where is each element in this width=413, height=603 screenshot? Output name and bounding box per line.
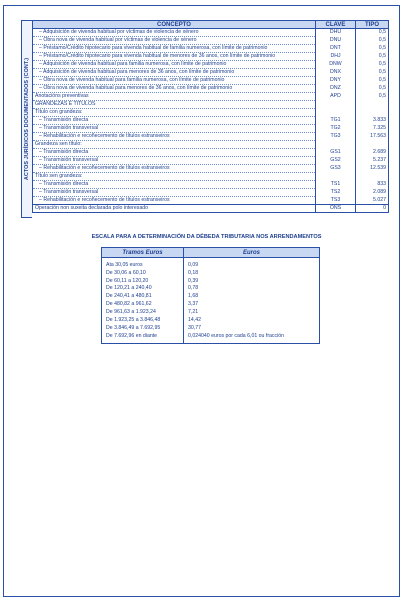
scale-tramo: De 3.846,49 a 7.692,95 bbox=[102, 325, 184, 333]
table-row bbox=[102, 301, 320, 309]
scale-euros: 3,37 bbox=[184, 301, 320, 309]
table-row bbox=[33, 117, 389, 125]
scale-euros: 14,42 bbox=[184, 317, 320, 325]
scale-euros: 0,024040 euros por cada 6,01 ou fracción bbox=[184, 333, 320, 344]
row-concepto: – Rehabilitación e recoñecemento de títulos estranxeiros bbox=[33, 197, 316, 205]
scale-title: ESCALA PARA A DETERMINACIÓN DA DÉBEDA TRIBUTARIA NOS ARRENDAMENTOS bbox=[91, 234, 322, 240]
row-tipo: 0,5 bbox=[356, 37, 389, 45]
row-clave: GS2 bbox=[316, 157, 356, 165]
row-concepto: GRANDEZAS E TÍTULOS bbox=[33, 101, 316, 109]
row-clave: TG1 bbox=[316, 117, 356, 125]
row-tipo bbox=[356, 101, 389, 109]
table-row bbox=[33, 165, 389, 173]
row-clave: DNZ bbox=[316, 85, 356, 93]
row-clave: GS1 bbox=[316, 149, 356, 157]
scale-tramo: De 480,82 a 961,62 bbox=[102, 301, 184, 309]
row-concepto: – Obra nova de vivenda habitual por víctimas de violencia de xénero bbox=[33, 37, 316, 45]
row-tipo: 12.539 bbox=[356, 165, 389, 173]
table-row bbox=[102, 333, 320, 344]
row-concepto: – Transmisión directa bbox=[33, 181, 316, 189]
row-tipo: 17.563 bbox=[356, 133, 389, 141]
row-tipo: 7.325 bbox=[356, 125, 389, 133]
table-row bbox=[33, 109, 389, 117]
table-row bbox=[102, 258, 320, 270]
row-concepto: – Rehabilitación e recoñecemento de títulos estranxeiros bbox=[33, 165, 316, 173]
table-row bbox=[33, 141, 389, 149]
final-row bbox=[33, 205, 389, 213]
row-clave: TG3 bbox=[316, 133, 356, 141]
row-concepto: – Transmisión directa bbox=[33, 149, 316, 157]
row-clave bbox=[316, 109, 356, 117]
header-tipo: TIPO bbox=[356, 21, 389, 29]
table-row bbox=[102, 277, 320, 285]
table-row bbox=[33, 45, 389, 53]
scale-tramo: De 1.923,25 a 3.846,48 bbox=[102, 317, 184, 325]
scale-euros: 0,78 bbox=[184, 285, 320, 293]
row-tipo: 0,5 bbox=[356, 77, 389, 85]
side-label-text: ACTOS JURÍDICOS DOCUMENTADOS (CONT.) bbox=[24, 57, 31, 181]
row-clave: DHJ bbox=[316, 53, 356, 61]
scale-tramo: De 961,63 a 1.923,24 bbox=[102, 309, 184, 317]
row-concepto: – Transmisión directa bbox=[33, 117, 316, 125]
table-row bbox=[33, 197, 389, 205]
scale-tramo: De 120,21 a 240,40 bbox=[102, 285, 184, 293]
row-concepto: – Rehabilitación e recoñecemento de títulos estranxeiros bbox=[33, 133, 316, 141]
header-euros: Euros bbox=[184, 248, 320, 258]
row-concepto: – Transmisión transversal bbox=[33, 157, 316, 165]
table-row bbox=[102, 270, 320, 278]
row-clave: TS1 bbox=[316, 181, 356, 189]
final-tipo: 0 bbox=[356, 205, 389, 213]
table-row bbox=[33, 37, 389, 45]
row-clave: DHU bbox=[316, 29, 356, 37]
side-label bbox=[21, 20, 32, 218]
table-row bbox=[33, 173, 389, 181]
row-tipo: 0,5 bbox=[356, 61, 389, 69]
table-row bbox=[33, 77, 389, 85]
row-concepto: Grandeza sen título: bbox=[33, 141, 316, 149]
row-concepto: – Obra nova de vivenda habitual para menores de 36 anos, con límite de patrimonio bbox=[33, 85, 316, 93]
table-row bbox=[33, 125, 389, 133]
row-concepto: – Transmisión transversal bbox=[33, 125, 316, 133]
scale-euros: 0,39 bbox=[184, 277, 320, 285]
final-clave: ONS bbox=[316, 205, 356, 213]
table-row bbox=[102, 325, 320, 333]
row-concepto: – Adquisición de vivenda habitual para familia numerosa, con límite de patrimonio bbox=[33, 61, 316, 69]
document-page bbox=[3, 5, 400, 597]
table-row bbox=[33, 29, 389, 37]
table-row bbox=[33, 101, 389, 109]
table-row bbox=[33, 85, 389, 93]
scale-euros: 7,21 bbox=[184, 309, 320, 317]
table-row bbox=[33, 181, 389, 189]
scale-euros: 1,68 bbox=[184, 293, 320, 301]
row-clave: TS3 bbox=[316, 197, 356, 205]
row-clave: DNY bbox=[316, 77, 356, 85]
table-row bbox=[33, 53, 389, 61]
row-concepto: Anotacións preventivas bbox=[33, 93, 316, 101]
final-concepto: Operación non suxeita declarada polo interesado bbox=[33, 205, 316, 213]
table-row bbox=[33, 189, 389, 197]
row-clave: GS3 bbox=[316, 165, 356, 173]
row-tipo bbox=[356, 141, 389, 149]
header-tramos: Tramos Euros bbox=[102, 248, 184, 258]
row-tipo: 2.689 bbox=[356, 149, 389, 157]
row-tipo: 3.833 bbox=[356, 117, 389, 125]
scale-tramo: De 30,06 a 60,10 bbox=[102, 270, 184, 278]
row-tipo: 5.237 bbox=[356, 157, 389, 165]
row-clave: DNT bbox=[316, 45, 356, 53]
row-tipo: 0,5 bbox=[356, 53, 389, 61]
row-clave: DNX bbox=[316, 69, 356, 77]
scale-table bbox=[101, 247, 320, 344]
table-row bbox=[33, 133, 389, 141]
row-tipo: 0,5 bbox=[356, 29, 389, 37]
row-tipo bbox=[356, 109, 389, 117]
header-clave: CLAVE bbox=[316, 21, 356, 29]
row-concepto: – Obra nova de vivenda habitual para familia numerosa, con límite de patrimonio bbox=[33, 77, 316, 85]
row-tipo: 0,5 bbox=[356, 93, 389, 101]
table-row bbox=[102, 285, 320, 293]
row-clave bbox=[316, 141, 356, 149]
scale-tramo: Ata 30,05 euros bbox=[102, 258, 184, 270]
table-row bbox=[33, 93, 389, 101]
row-concepto: – Préstamo/Crédito hipotecario para vivenda habitual de menores de 36 anos, con límite de patrimonio bbox=[33, 53, 316, 61]
table-row bbox=[102, 309, 320, 317]
scale-tramo: De 7.692,96 en diante bbox=[102, 333, 184, 344]
rental-scale-section bbox=[84, 234, 329, 344]
row-tipo: 0,5 bbox=[356, 45, 389, 53]
row-clave: TS2 bbox=[316, 189, 356, 197]
row-tipo: 833 bbox=[356, 181, 389, 189]
concept-table-block bbox=[21, 20, 388, 218]
scale-euros: 0,09 bbox=[184, 258, 320, 270]
scale-euros: 0,18 bbox=[184, 270, 320, 278]
row-clave bbox=[316, 101, 356, 109]
row-clave: APD bbox=[316, 93, 356, 101]
row-concepto: – Adquisición de vivenda habitual por víctimas de violencia de xénero bbox=[33, 29, 316, 37]
row-tipo: 0,5 bbox=[356, 85, 389, 93]
table-row bbox=[102, 293, 320, 301]
row-concepto: Título sen grandeza: bbox=[33, 173, 316, 181]
row-clave bbox=[316, 173, 356, 181]
scale-tramo: De 240,41 a 480,81 bbox=[102, 293, 184, 301]
row-clave: DNW bbox=[316, 61, 356, 69]
row-concepto: – Transmisión transversal bbox=[33, 189, 316, 197]
scale-euros: 30,77 bbox=[184, 325, 320, 333]
row-tipo: 2.089 bbox=[356, 189, 389, 197]
concept-table-header bbox=[33, 21, 389, 29]
table-row bbox=[102, 317, 320, 325]
scale-tramo: De 60,11 a 120,20 bbox=[102, 277, 184, 285]
concept-table bbox=[32, 20, 389, 213]
row-concepto: – Adquisición de vivenda habitual para menores de 36 anos, con límite de patrimonio bbox=[33, 69, 316, 77]
table-row bbox=[33, 69, 389, 77]
scale-table-header bbox=[102, 248, 320, 258]
row-tipo bbox=[356, 173, 389, 181]
row-concepto: – Préstamo/Crédito hipotecario para vivenda habitual de familia numerosa, con límite de patrimonio bbox=[33, 45, 316, 53]
row-tipo: 0,5 bbox=[356, 69, 389, 77]
row-clave: DNU bbox=[316, 37, 356, 45]
table-row bbox=[33, 149, 389, 157]
table-row bbox=[33, 61, 389, 69]
row-clave: TG2 bbox=[316, 125, 356, 133]
header-concepto: CONCEPTO bbox=[33, 21, 316, 29]
row-tipo: 5.027 bbox=[356, 197, 389, 205]
row-concepto: Título con grandeza: bbox=[33, 109, 316, 117]
table-row bbox=[33, 157, 389, 165]
